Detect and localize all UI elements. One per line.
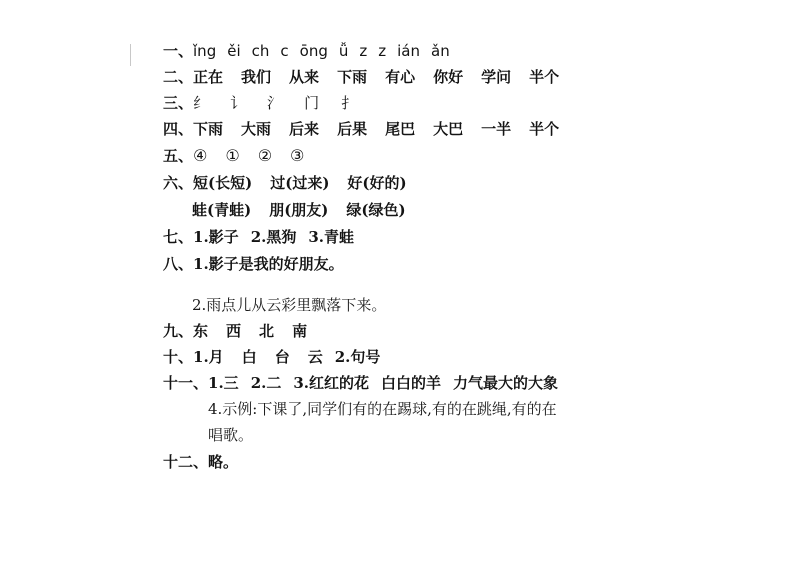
- sentence-text: 唱歌。: [208, 426, 254, 444]
- answer-7: [163, 226, 366, 248]
- word-item: 白白的羊: [381, 374, 442, 392]
- pinyin-item: c: [280, 42, 289, 60]
- answer-9: [163, 320, 325, 342]
- answer-11-line-2: [208, 398, 557, 420]
- pinyin-item: ián: [397, 42, 420, 60]
- answer-3: [163, 92, 378, 114]
- word-item: 2.二: [250, 374, 282, 392]
- word-item: 3.青蛙: [308, 228, 355, 246]
- answer-number: 十二、: [163, 453, 209, 471]
- order-item: ③: [290, 146, 305, 165]
- radical-item: 纟: [193, 94, 209, 112]
- answer-6-row-2: [192, 199, 424, 221]
- order-item: ②: [257, 146, 273, 165]
- order-item: ①: [225, 146, 240, 165]
- word-item: 朋(朋友): [269, 201, 329, 219]
- pinyin-item: z: [378, 42, 387, 60]
- answer-number: 十一、: [163, 374, 209, 392]
- word-item: 力气最大的大象: [453, 374, 559, 392]
- word-item: 台: [274, 348, 290, 366]
- word-item: 蛙(青蛙): [192, 201, 252, 219]
- word-item: 2.句号: [334, 348, 381, 366]
- answer-10: [163, 346, 398, 368]
- answer-number: 一、: [163, 42, 194, 60]
- answer-number: 五、: [163, 147, 194, 165]
- word-item: 好(好的): [347, 174, 407, 192]
- pinyin-item: ǎn: [431, 42, 450, 60]
- word-item: 大巴: [433, 120, 464, 138]
- sentence-text: 1.影子是我的好朋友。: [193, 255, 344, 273]
- word-item: 云: [307, 348, 323, 366]
- radical-item: 扌: [341, 94, 357, 112]
- word-item: 从来: [289, 68, 320, 86]
- word-item: 绿(绿色): [346, 201, 406, 219]
- word-item: 下雨: [193, 120, 224, 138]
- answer-number: 四、: [163, 120, 194, 138]
- word-item: 1.月: [193, 348, 224, 366]
- word-item: 1.三: [208, 374, 239, 392]
- word-item: 我们: [241, 68, 272, 86]
- answer-12: [163, 451, 238, 473]
- word-item: 你好: [433, 68, 464, 86]
- direction-item: 南: [292, 322, 308, 340]
- direction-item: 东: [193, 322, 209, 340]
- word-item: 3.红红的花: [293, 374, 370, 392]
- word-item: 1.影子: [193, 228, 239, 246]
- word-item: 后来: [289, 120, 320, 138]
- word-item: 学问: [481, 68, 512, 86]
- word-item: 过(过来): [270, 174, 330, 192]
- word-item: 尾巴: [385, 120, 416, 138]
- answer-number: 二、: [163, 68, 194, 86]
- answer-5: [163, 145, 322, 167]
- word-item: 大雨: [241, 120, 272, 138]
- answer-11-line-1: [163, 372, 558, 394]
- word-item: 白: [241, 348, 257, 366]
- answer-2: [163, 66, 577, 88]
- order-item: ④: [193, 146, 208, 165]
- answer-number: 七、: [163, 228, 194, 246]
- radical-item: 门: [304, 94, 320, 112]
- answer-11-line-3: [208, 424, 253, 446]
- radical-item: 讠: [230, 94, 246, 112]
- pinyin-item: ǚ: [338, 42, 349, 60]
- answer-4: [163, 118, 577, 140]
- word-item: 下雨: [337, 68, 368, 86]
- word-item: 有心: [385, 68, 416, 86]
- answer-8-line-1: [163, 253, 344, 275]
- pinyin-item: ch: [251, 42, 270, 60]
- pinyin-item: ōng: [299, 42, 328, 60]
- sentence-text: 4.示例:下课了,同学们有的在踢球,有的在跳绳,有的在: [208, 400, 557, 418]
- direction-item: 北: [259, 322, 275, 340]
- radical-item: 氵: [267, 94, 283, 112]
- pinyin-item: ǐng: [193, 42, 217, 60]
- answer-number: 九、: [163, 322, 194, 340]
- word-item: 半个: [529, 68, 560, 86]
- word-item: 后果: [337, 120, 368, 138]
- answer-8-line-2: [192, 294, 386, 316]
- pinyin-item: ěi: [227, 42, 241, 60]
- word-item: 短(长短): [193, 174, 253, 192]
- margin-mark: [130, 44, 131, 66]
- direction-item: 西: [226, 322, 242, 340]
- pinyin-item: z: [359, 42, 368, 60]
- answer-number: 三、: [163, 94, 194, 112]
- sentence-text: 2.雨点儿从云彩里飘落下来。: [192, 296, 387, 314]
- word-item: 正在: [193, 68, 224, 86]
- word-item: 2.黑狗: [250, 228, 297, 246]
- answer-6-row-1: [163, 172, 425, 194]
- word-item: 半个: [529, 120, 560, 138]
- answer-number: 十、: [163, 348, 194, 366]
- answer-1: [163, 40, 461, 62]
- answer-number: 六、: [163, 174, 194, 192]
- answer-text: 略。: [208, 453, 239, 471]
- answer-number: 八、: [163, 255, 194, 273]
- word-item: 一半: [481, 120, 512, 138]
